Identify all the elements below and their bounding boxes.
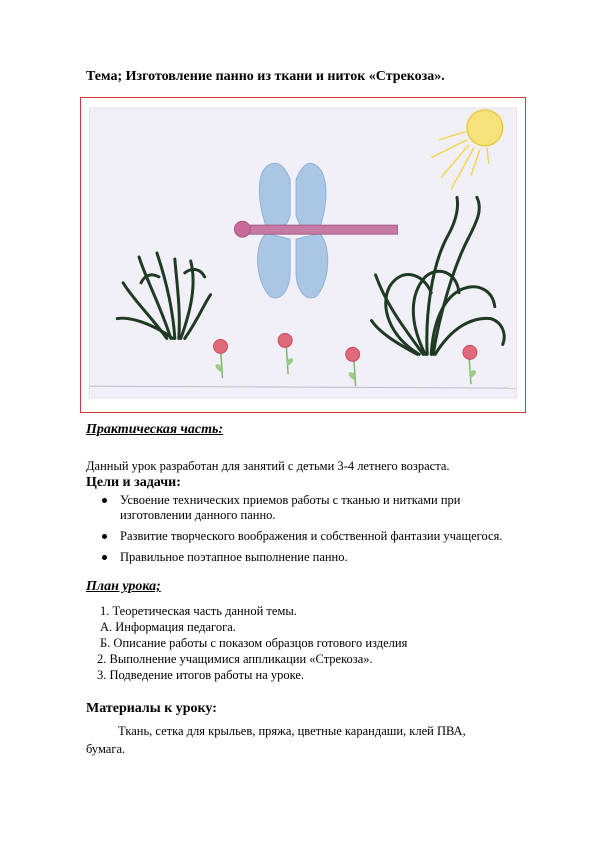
- page-title: Тема; Изготовление панно из ткани и ниток «Стрекоза».: [86, 69, 445, 84]
- practical-heading: Практическая часть:: [86, 422, 224, 437]
- list-item: Правильное поэтапное выполнение панно.: [100, 550, 570, 565]
- list-item: А. Информация педагога.: [100, 620, 236, 634]
- intro-text: Данный урок разработан для занятий с детьми 3-4 летнего возраста.: [86, 459, 450, 473]
- goals-list: [100, 493, 570, 571]
- list-item: Развитие творческого воображения и собственной фантазии учащегося.: [100, 529, 570, 544]
- materials-text-line2: бумага.: [86, 742, 126, 756]
- bullet-icon: [102, 534, 107, 539]
- materials-text-line1: Ткань, сетка для крыльев, пряжа, цветные карандаши, клей ПВА,: [118, 724, 466, 738]
- dragonfly-panel-image: [80, 97, 526, 413]
- plan-list: [97, 603, 408, 683]
- list-item: 1. Теоретическая часть данной темы.: [100, 604, 297, 618]
- list-item: Б. Описание работы с показом образцов готового изделия: [100, 636, 408, 650]
- list-item: 3. Подведение итогов работы на уроке.: [97, 668, 305, 682]
- list-item: Усвоение технических приемов работы с тканью и нитками при изготовлении данного панно.: [100, 493, 570, 523]
- plan-heading: План урока;: [86, 579, 161, 594]
- goals-heading: Цели и задачи:: [86, 475, 181, 490]
- bullet-icon: [102, 498, 107, 503]
- bullet-icon: [102, 555, 107, 560]
- list-item: 2. Выполнение учащимися аппликации «Стрекоза».: [97, 652, 373, 666]
- materials-heading: Материалы к уроку:: [86, 701, 217, 716]
